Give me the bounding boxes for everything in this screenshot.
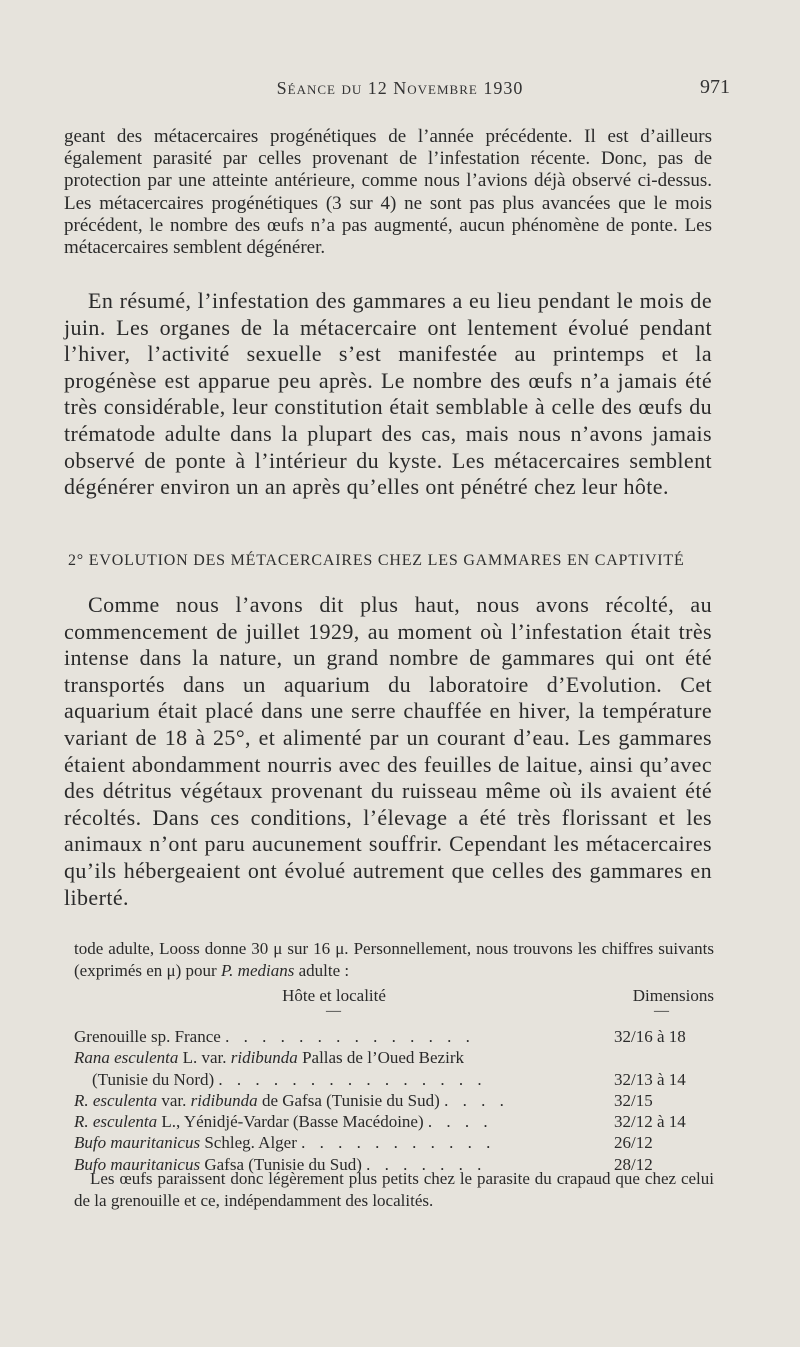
- row-host: [74, 1111, 614, 1132]
- host-variety: ridibunda: [230, 1048, 298, 1068]
- host-text: Grenouille sp. France: [74, 1027, 221, 1046]
- table-row: [74, 1026, 714, 1047]
- page-number: 971: [700, 76, 730, 98]
- section-heading: 2° EVOLUTION DES MÉTACERCAIRES CHEZ LES GAMMARES EN CAPTIVITÉ: [68, 552, 685, 569]
- host-species: R. esculenta: [74, 1090, 158, 1110]
- table-header: [74, 986, 714, 1026]
- dot-leader: . . . . . . . . . . .: [301, 1133, 496, 1153]
- closing-note: Les œufs paraissent donc légèrement plus petits chez le parasite du crapaud que chez celui de la grenouille et ce, indépendamment des localités.: [74, 1169, 714, 1210]
- host-text: Gafsa (Tunisie du Sud): [200, 1154, 362, 1174]
- table-row: [74, 1132, 714, 1153]
- paragraph-captivity: Comme nous l’avons dit plus haut, nous avons récolté, au commencement de juillet 1929, au moment où l’infestation était très intense dans la nature, un grand nombre de gammares qui ont été transportés dans un aquarium du laboratoire d’Evolution. Cet aquarium était placé dans une serre chauffée en hiver, la température variant de 18 à 25°, et alimenté par un courant d’eau. Les gammares étaient abondamment nourris avec des feuilles de laitue, ainsi qu’avec des détritus végétaux provenant du ruisseau même où ils avaient été récoltés. Dans ces conditions, l’élevage a été très florissant et les animaux n’ont paru aucunement souffrir. Cependant les métacercaires qu’ils hébergeaient ont évolué autrement que celles des gammares en liberté.: [64, 592, 712, 910]
- table-row: [74, 1047, 714, 1068]
- row-host: [74, 1026, 614, 1047]
- column-header-dimensions: Dimensions: [632, 986, 714, 1005]
- host-text: L. var.: [178, 1048, 231, 1068]
- running-title: Séance du 12 Novembre 1930: [276, 78, 524, 98]
- row-host: [74, 1132, 614, 1153]
- host-locality: de Gafsa (Tunisie du Sud): [257, 1090, 440, 1110]
- host-species: Bufo mauritanicus: [74, 1133, 201, 1153]
- column-rule-dimensions: —: [654, 1003, 669, 1019]
- row-dimensions: 32/15: [614, 1090, 653, 1110]
- host-locality: Pallas de l’Oued Bezirk: [297, 1048, 464, 1068]
- host-text: L., Yénidjé-Vardar (Basse Macédoine): [157, 1112, 424, 1132]
- host-text: var.: [157, 1090, 191, 1110]
- row-host: [74, 1069, 632, 1090]
- running-head: [70, 78, 730, 102]
- column-rule-host: —: [326, 1003, 341, 1019]
- row-dimensions: 32/13 à 14: [614, 1069, 686, 1089]
- host-text: Schleg. Alger: [200, 1133, 297, 1153]
- table-row: [74, 1069, 714, 1090]
- host-text: (Tunisie du Nord): [92, 1069, 215, 1089]
- row-dimensions: 28/12: [614, 1154, 653, 1174]
- row-dimensions: 32/12 à 14: [614, 1112, 686, 1132]
- dot-leader: . . . . . . .: [366, 1154, 487, 1174]
- row-dimensions: 32/16 à 18: [614, 1027, 686, 1046]
- host-species: Bufo mauritanicus: [74, 1154, 201, 1174]
- row-host: [74, 1090, 614, 1111]
- column-header-host: Hôte et localité: [282, 986, 386, 1005]
- paragraph-summary: En résumé, l’infestation des gammares a eu lieu pendant le mois de juin. Les organes de la métacercaire ont lentement évolué pendant l’hiver, l’activité sexuelle s’est manifestée au printemps et la progénèse est apparue peu après. Le nombre des œufs n’a jamais été très considérable, leur constitution était semblable à celle des œufs du trématode adulte dans la plupart des cas, mais nous n’avons jamais observé de ponte à l’intérieur du kyste. Les métacercaires semblent dégénérer environ un an après qu’elles ont pénétré chez leur hôte.: [64, 288, 712, 500]
- footnote-species: P. medians: [220, 961, 295, 980]
- footnote-lead: tode adulte, Looss donne 30 μ sur 16 μ. Personnellement, nous trouvons les chiffres suivants (exprimés en μ) pour: [74, 939, 714, 980]
- dot-leader: . . . . . . . . . . . . . .: [225, 1027, 475, 1046]
- host-variety: ridibunda: [190, 1090, 258, 1110]
- table-row: [74, 1090, 714, 1111]
- table-row: [74, 1111, 714, 1132]
- row-host: [74, 1047, 614, 1068]
- measurements-table: [74, 986, 714, 1175]
- row-dimensions: 26/12: [614, 1133, 653, 1153]
- dot-leader: . . . . . . . . . . . . . . .: [218, 1069, 487, 1089]
- footnote-tail: adulte :: [294, 961, 350, 980]
- footnote: [74, 938, 714, 982]
- dot-leader: . . . .: [427, 1112, 493, 1132]
- host-species: Rana esculenta: [74, 1048, 179, 1068]
- dot-leader: . . . .: [444, 1090, 509, 1110]
- host-species: R. esculenta: [74, 1112, 158, 1132]
- paragraph-continuation: geant des métacercaires progénétiques de l’année précédente. Il est d’ailleurs également parasité par celles provenant de l’infestation récente. Donc, pas de protection par une atteinte antérieure, comme nous l’avions déjà observé ci-dessus. Les métacercaires progénétiques (3 sur 4) ne sont pas plus avancées que le mois précédent, le nombre des œufs n’a pas augmenté, aucun phénomène de ponte. Les métacercaires semblent dégénérer.: [64, 126, 712, 259]
